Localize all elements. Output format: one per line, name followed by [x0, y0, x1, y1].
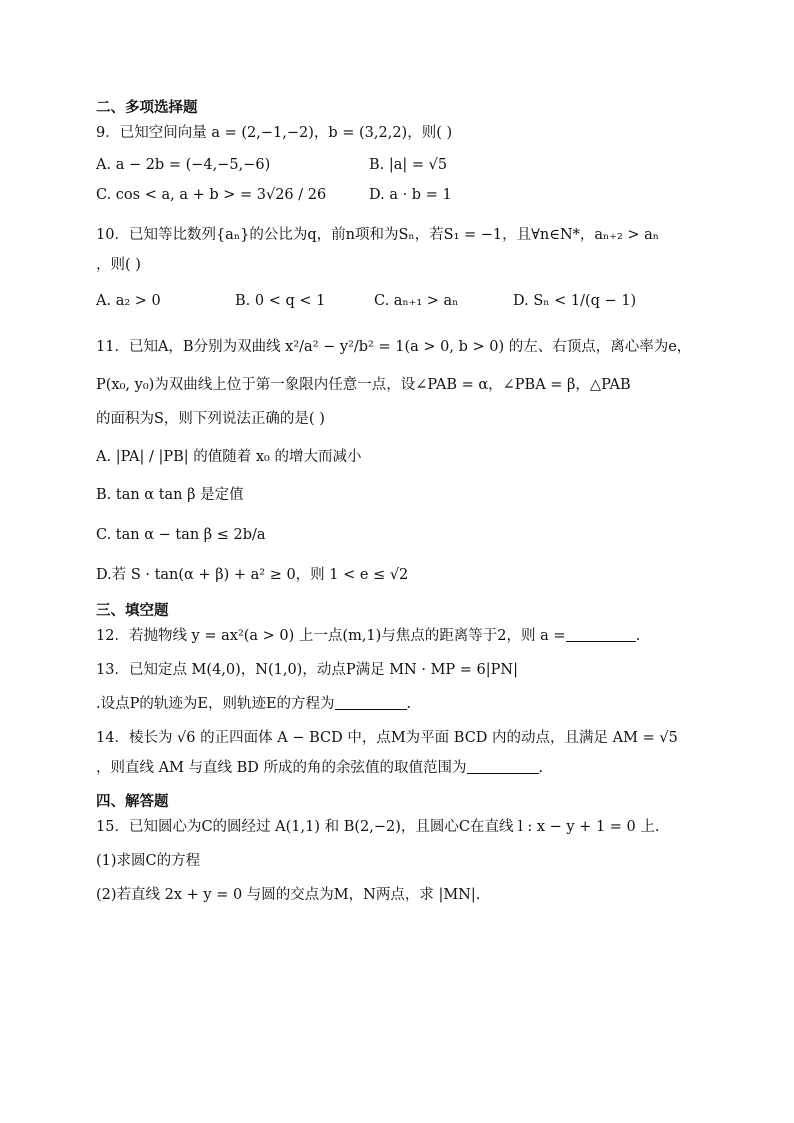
- question-10-stem-continued: ，则( ): [96, 257, 141, 273]
- question-11-stem-line-3: 的面积为S，则下列说法正确的是( ): [96, 411, 325, 427]
- question-11-option-b: B. tan α tan β 是定值: [96, 487, 244, 503]
- question-11-stem-line-2: P(x₀, y₀)为双曲线上位于第一象限内任意一点，设∠PAB = α，∠PBA = β，△PAB: [96, 377, 631, 393]
- question-14-line-1: 14．棱长为 √6 的正四面体 A − BCD 中，点M为平面 BCD 内的动点，且满足 AM = √5: [96, 730, 678, 746]
- question-11-option-d: D.若 S · tan(α + β) + a² ≥ 0，则 1 < e ≤ √2: [96, 567, 409, 583]
- question-9-stem: 9．已知空间向量 a = (2,−1,−2)，b = (3,2,2)，则( ): [96, 125, 453, 141]
- question-11-option-c: C. tan α − tan β ≤ 2b/a: [96, 527, 266, 543]
- question-15-stem: 15．已知圆心为C的圆经过 A(1,1) 和 B(2,−2)，且圆心C在直线 l : x − y + 1 = 0 上.: [96, 819, 660, 835]
- question-12: [96, 626, 696, 646]
- question-9-options-row-2: [96, 187, 696, 203]
- question-9-option-a: A. a − 2b = (−4,−5,−6): [96, 157, 271, 173]
- question-10-option-c: C. aₙ₊₁ > aₙ: [374, 293, 459, 309]
- question-13-line-1: 13．已知定点 M(4,0)，N(1,0)，动点P满足 MN · MP = 6|PN|: [96, 662, 518, 678]
- section-heading-solution: 四、解答题: [96, 794, 169, 810]
- question-13-end: .: [406, 696, 412, 712]
- question-9-option-b: B. |a| = √5: [369, 157, 448, 173]
- question-10-options: [96, 293, 696, 309]
- question-11-option-a: A. |PA| / |PB| 的值随着 x₀ 的增大而减小: [96, 449, 362, 465]
- question-10-option-b: B. 0 < q < 1: [235, 293, 326, 309]
- question-14-end: .: [538, 760, 544, 776]
- question-12-stem: 12．若抛物线 y = ax²(a > 0) 上一点(m,1)与焦点的距离等于2，则 a =: [96, 628, 566, 644]
- question-15-part-2: (2)若直线 2x + y = 0 与圆的交点为M，N两点，求 |MN|.: [96, 887, 481, 903]
- section-heading-multiple-choice: 二、多项选择题: [96, 100, 198, 116]
- question-10-option-d: D. Sₙ < 1/(q − 1): [513, 293, 637, 309]
- question-9-options-row-1: [96, 157, 696, 173]
- question-11-stem-line-1: 11．已知A，B分别为双曲线 x²/a² − y²/b² = 1(a > 0, b > 0) 的左、右顶点，离心率为e，: [96, 339, 692, 355]
- exam-page: [96, 96, 696, 905]
- question-10-option-a: A. a₂ > 0: [96, 293, 161, 309]
- question-12-answer-blank[interactable]: [566, 627, 636, 642]
- question-14-answer-blank[interactable]: [467, 759, 539, 774]
- question-13-answer-blank[interactable]: [335, 695, 407, 710]
- question-9-option-d: D. a · b = 1: [369, 187, 452, 203]
- question-10-stem: 10．已知等比数列{aₙ}的公比为q，前n项和为Sₙ，若S₁ = −1，且∀n∈N*，aₙ₊₂ > aₙ: [96, 227, 660, 243]
- question-14-stem: ，则直线 AM 与直线 BD 所成的角的余弦值的取值范围为: [96, 760, 467, 776]
- question-15-part-1: (1)求圆C的方程: [96, 853, 201, 869]
- question-14-line-2: [96, 758, 696, 778]
- section-heading-fill-in: 三、填空题: [96, 603, 169, 619]
- question-13-stem: .设点P的轨迹为E，则轨迹E的方程为: [96, 696, 335, 712]
- question-9-option-c: C. cos < a, a + b > = 3√26 / 26: [96, 187, 327, 203]
- question-12-end: .: [635, 628, 641, 644]
- question-13-line-2: [96, 694, 696, 714]
